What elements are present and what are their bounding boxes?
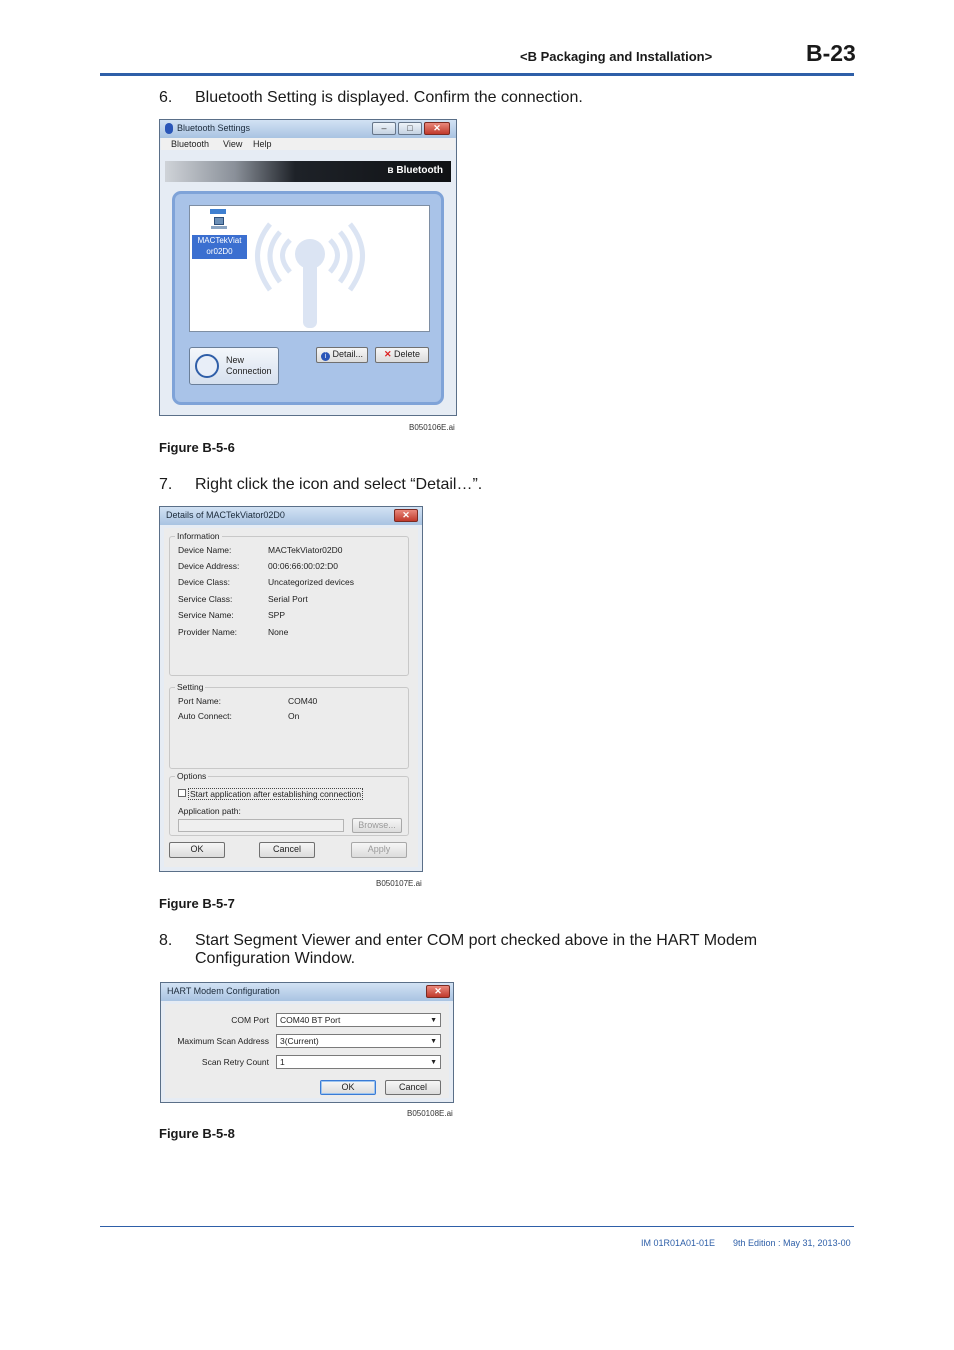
max-scan-select[interactable]: 3(Current) ▼ <box>276 1034 441 1048</box>
step-8-number: 8. <box>159 932 173 949</box>
red-x-icon: ✕ <box>383 349 392 359</box>
info-value: MACTekViator02D0 <box>268 545 343 555</box>
window-title: Details of MACTekViator02D0 <box>166 510 285 520</box>
file-ref-b050106: B050106E.ai <box>409 423 455 432</box>
info-value: SPP <box>268 610 286 620</box>
file-ref-b050108: B050108E.ai <box>407 1109 453 1118</box>
app-path-label: Application path: <box>178 806 241 816</box>
menu-help[interactable]: Help <box>253 139 272 149</box>
menu-bluetooth[interactable]: Bluetooth <box>171 139 210 149</box>
start-app-label[interactable]: Start application after establishing connection <box>190 789 362 799</box>
browse-button[interactable]: Browse... <box>352 818 402 833</box>
info-icon: i <box>321 352 330 361</box>
setting-value: On <box>288 711 300 721</box>
options-title: Options <box>177 771 207 781</box>
ok-button[interactable]: OK <box>320 1080 376 1095</box>
info-value: None <box>268 627 289 637</box>
bluetooth-logo: ʙ Bluetooth <box>387 165 443 176</box>
setting-title: Setting <box>177 682 204 692</box>
window-titlebar <box>160 507 422 525</box>
window-titlebar <box>161 983 453 1001</box>
information-title: Information <box>177 531 220 541</box>
minimize-button[interactable]: – <box>372 122 396 135</box>
step-6-text: Bluetooth Setting is displayed. Confirm the connection. <box>195 89 583 106</box>
figure-b-5-8-caption: Figure B-5-8 <box>159 1126 235 1141</box>
header-rule <box>100 73 854 76</box>
setting-label: Port Name: <box>178 696 221 706</box>
chevron-down-icon: ▼ <box>430 1038 437 1045</box>
bluetooth-signal-icon <box>250 210 370 330</box>
info-value: Serial Port <box>268 594 308 604</box>
page-number: B-23 <box>806 40 856 66</box>
info-value: Uncategorized devices <box>268 577 354 587</box>
setting-label: Auto Connect: <box>178 711 232 721</box>
antenna-icon <box>195 354 219 378</box>
step-7-text: Right click the icon and select “Detail…”. <box>195 476 483 493</box>
menu-view[interactable]: View <box>223 139 243 149</box>
section-title: <B Packaging and Installation> <box>520 49 713 64</box>
retry-count-select[interactable]: 1 ▼ <box>276 1055 441 1069</box>
window-titlebar <box>160 120 456 138</box>
document-id: IM 01R01A01-01E <box>641 1238 716 1248</box>
close-button[interactable]: ✕ <box>394 509 418 522</box>
device-list[interactable] <box>189 205 430 332</box>
device-panel <box>172 191 444 405</box>
edition: 9th Edition : May 31, 2013-00 <box>733 1238 851 1248</box>
new-connection-button[interactable]: New Connection <box>189 347 279 385</box>
retry-count-label: Scan Retry Count <box>201 1057 269 1067</box>
delete-button[interactable]: ✕ Delete <box>375 347 429 363</box>
app-path-input[interactable] <box>178 819 344 832</box>
figure-b-5-7-caption: Figure B-5-7 <box>159 896 235 911</box>
info-label: Service Name: <box>178 610 234 620</box>
hart-modem-configuration-window <box>160 982 454 1103</box>
info-label: Device Address: <box>178 561 240 571</box>
cancel-button[interactable]: Cancel <box>259 842 315 858</box>
chevron-down-icon: ▼ <box>430 1017 437 1024</box>
max-scan-label: Maximum Scan Address <box>177 1036 269 1046</box>
setting-value: COM40 <box>288 696 318 706</box>
info-label: Provider Name: <box>178 627 238 637</box>
detail-button[interactable]: i Detail... <box>316 347 368 363</box>
hart-body <box>165 1004 449 1098</box>
step-8-text: Start Segment Viewer and enter COM port checked above in the HART Modem Configuration Window. <box>195 932 758 967</box>
window-title: Bluetooth Settings <box>177 123 251 133</box>
information-group <box>169 531 409 676</box>
info-label: Device Class: <box>178 577 230 587</box>
bluetooth-icon <box>165 123 173 134</box>
window-title: HART Modem Configuration <box>167 986 280 996</box>
figure-b-5-6-caption: Figure B-5-6 <box>159 440 235 455</box>
details-window <box>159 506 423 872</box>
file-ref-b050107: B050107E.ai <box>376 879 422 888</box>
footer-rule <box>100 1226 854 1227</box>
step-7-number: 7. <box>159 476 173 493</box>
info-label: Service Class: <box>178 594 233 604</box>
close-button[interactable]: ✕ <box>426 985 450 998</box>
bluetooth-settings-window <box>159 119 457 416</box>
details-body <box>164 528 418 867</box>
step-6-number: 6. <box>159 89 173 106</box>
maximize-button[interactable]: □ <box>398 122 422 135</box>
options-group <box>169 771 409 836</box>
device-label[interactable]: MACTekViat or02D0 <box>192 235 247 259</box>
com-port-select[interactable]: COM40 BT Port ▼ <box>276 1013 441 1027</box>
cancel-button[interactable]: Cancel <box>385 1080 441 1095</box>
info-label: Device Name: <box>178 545 232 555</box>
apply-button[interactable]: Apply <box>351 842 407 858</box>
close-button[interactable]: ✕ <box>424 122 450 135</box>
setting-group <box>169 682 409 769</box>
info-value: 00:06:66:00:02:D0 <box>268 561 338 571</box>
bluetooth-banner <box>165 161 451 182</box>
start-app-checkbox[interactable] <box>178 789 186 797</box>
chevron-down-icon: ▼ <box>430 1059 437 1066</box>
com-port-label: COM Port <box>231 1015 269 1025</box>
ok-button[interactable]: OK <box>169 842 225 858</box>
menu-bar <box>161 138 455 150</box>
computer-icon[interactable] <box>210 209 228 231</box>
